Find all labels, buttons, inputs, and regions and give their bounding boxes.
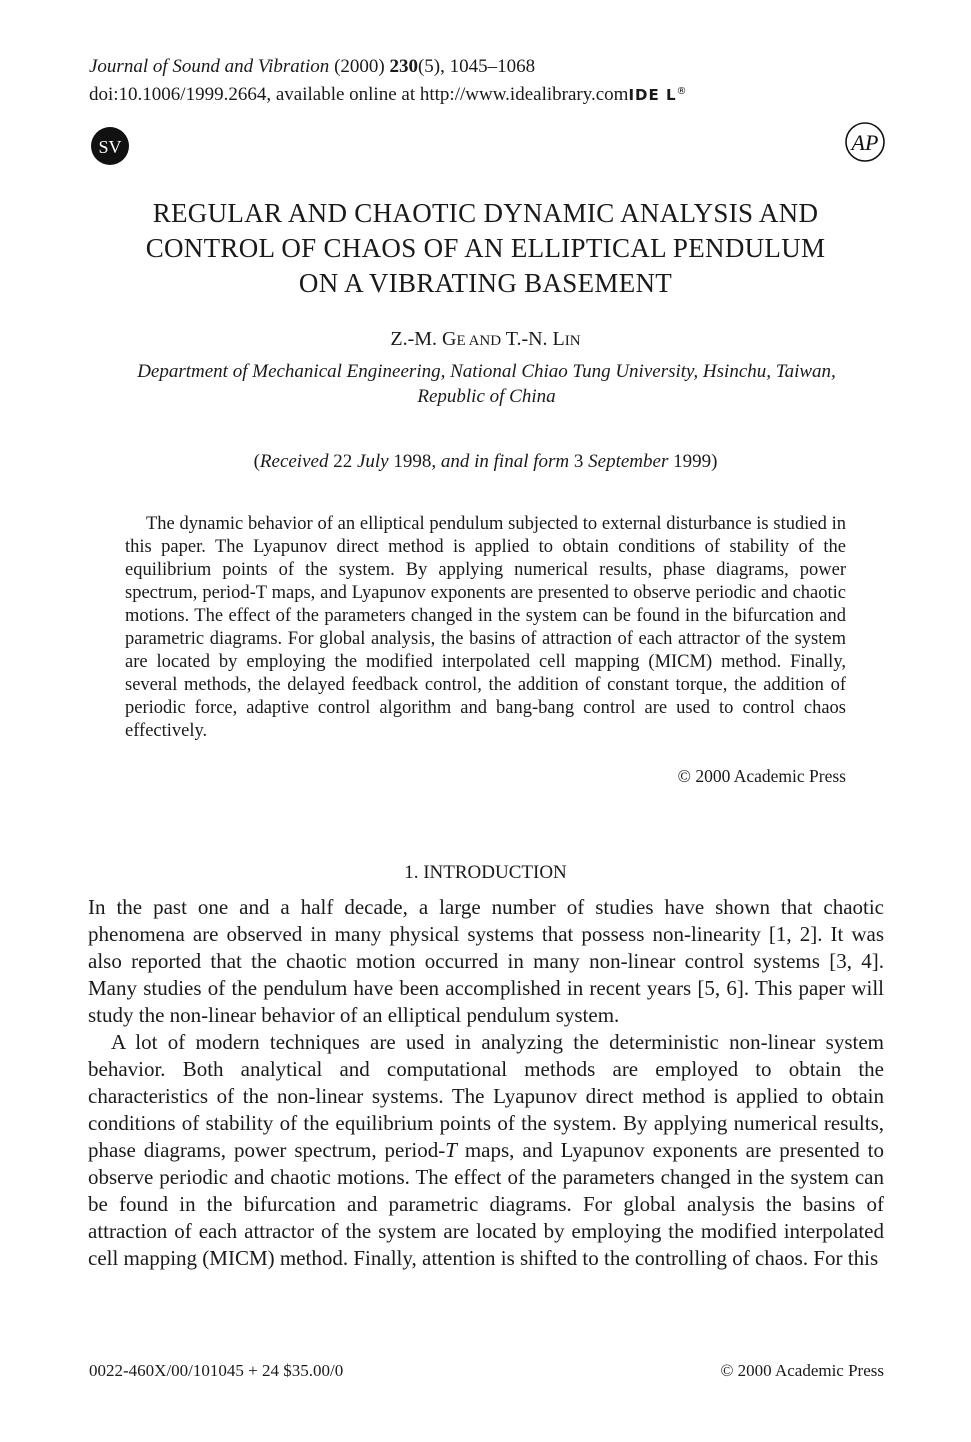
abstract-copyright: © 2000 Academic Press <box>677 766 846 786</box>
ideal-logo-text: IDE L <box>628 86 677 104</box>
abstract: The dynamic behavior of an elliptical pendulum subjected to external disturbance is studied in this paper. The Lyapunov direct method is applied to obtain conditions of stability of the equilibrium points of the system. By applying numerical results, phase diagrams, power spectrum, period-T maps, and Lyapunov exponents are presented to observe periodic and chaotic motions. The effect of the parameters changed in the system can be found in the bifurcation and parametric diagrams. For global analysis, the basins of attraction of each attractor of the system are located by employing the modified interpolated cell mapping (MICM) method. Finally, several methods, the delayed feedback control, the addition of constant torque, the addition of periodic force, adaptive control algorithm and bang-bang control are used to control chaos effectively. <box>125 514 846 741</box>
body-text <box>88 894 884 1272</box>
journal-name: Journal of Sound and Vibration <box>89 56 330 77</box>
doi-text: doi:10.1006/1999.2664, available online at http://www.idealibrary.com <box>89 84 629 105</box>
journal-citation <box>89 54 688 79</box>
title-line-3: ON A VIBRATING BASEMENT <box>298 268 673 298</box>
title-line-2: CONTROL OF CHAOS OF AN ELLIPTICAL PENDULUM <box>145 233 826 263</box>
registered-mark: ® <box>676 86 688 97</box>
paper-title <box>60 196 911 301</box>
footer-copyright: © 2000 Academic Press <box>720 1361 884 1380</box>
sv-logo-text: SV <box>98 137 122 157</box>
ideal-logo <box>628 86 687 104</box>
journal-year: (2000) <box>334 56 385 77</box>
received-year: 1998, <box>388 451 441 472</box>
affiliation <box>89 359 884 409</box>
paragraph-2-part-a: A lot of modern techniques are used in analyzing the deterministic non-linear system behavior. Both analytical and computational methods are employed to obtain the characteristics of the non-linear systems. The Lyapunov direct method is applied to obtain conditions of stability of the equilibrium points of the system. By applying numerical results, phase diagrams, power spectrum, period- <box>88 1030 884 1162</box>
section-heading: 1. INTRODUCTION <box>404 862 567 883</box>
final-day: 3 <box>569 451 589 472</box>
received-label: Received <box>259 451 329 472</box>
authors <box>0 326 971 354</box>
title-line-1: REGULAR AND CHAOTIC DYNAMIC ANALYSIS AND <box>152 198 819 228</box>
author-1: Z.-M. G <box>390 328 457 350</box>
paragraph-2-part-b: maps, and Lyapunov exponents are presented to observe periodic and chaotic motions. The effect of the parameters changed in the system can be found in the bifurcation and parametric diagrams. For global analysis the basins of attraction of each attractor of the system are located by employing the modified interpolated cell mapping (MICM) method. Finally, attention is shifted to the controlling of chaos. For this <box>88 1138 885 1270</box>
final-year: 1999) <box>668 451 718 472</box>
received-dates <box>0 449 971 474</box>
author-2: T.-N. L <box>501 328 565 350</box>
final-form-label: and in final form <box>440 451 570 472</box>
ap-logo-text: AP <box>851 130 879 155</box>
paragraph-2 <box>88 1029 884 1272</box>
journal-pages: (5), 1045–1068 <box>417 56 536 77</box>
journal-header <box>89 54 688 108</box>
received-month: July <box>356 451 389 472</box>
doi-line <box>89 79 688 108</box>
paragraph-1: In the past one and a half decade, a large number of studies have shown that chaotic phenomena are observed in many physical systems that possess non-linearity [1, 2]. It was also reported that the chaotic motion occurred in many non-linear control systems [3, 4]. Many studies of the pendulum have been accomplished in recent years [5, 6]. This paper will study the non-linear behavior of an elliptical pendulum system. <box>88 895 884 1027</box>
sv-publisher-logo <box>90 126 130 166</box>
footer-issn: 0022-460X/00/101045 + 24 $35.00/0 <box>89 1361 344 1380</box>
ap-publisher-logo <box>844 121 886 163</box>
affiliation-line-2: Republic of China <box>417 386 556 407</box>
author-1-smallcaps: E AND <box>456 333 502 349</box>
final-month: September <box>588 451 669 472</box>
author-2-smallcaps: IN <box>564 333 581 349</box>
journal-volume: 230 <box>389 56 418 77</box>
affiliation-line-1: Department of Mechanical Engineering, National Chiao Tung University, Hsinchu, Taiwan, <box>137 361 836 382</box>
received-day: 22 <box>328 451 357 472</box>
received-open: ( <box>253 451 260 472</box>
paragraph-2-symbol-T: T <box>445 1138 457 1162</box>
